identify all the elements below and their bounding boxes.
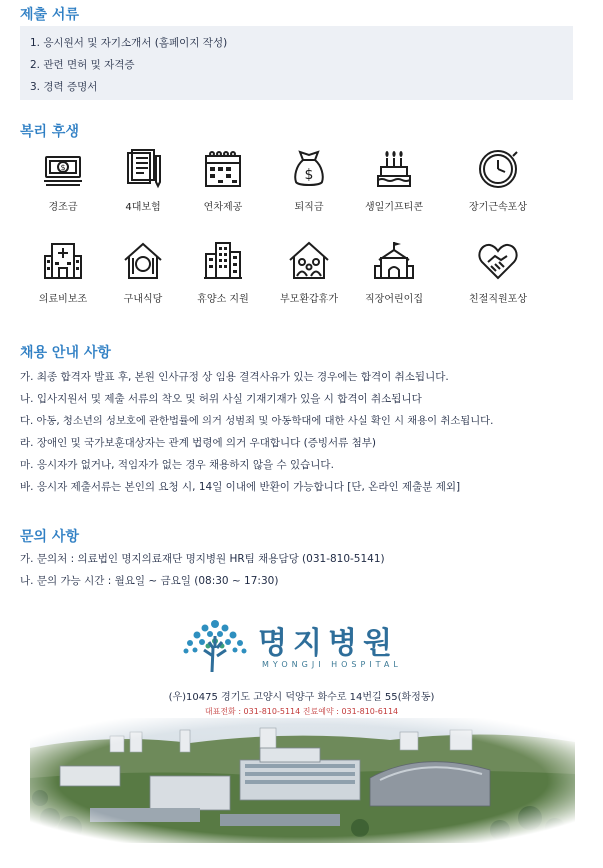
notice-item: 나. 입사지원서 및 제출 서류의 착오 및 허위 사실 기재기재가 있을 시 합격이 취소됩니다 bbox=[20, 393, 422, 405]
school-icon bbox=[373, 240, 415, 282]
family-home-icon bbox=[288, 240, 330, 282]
benefit-item bbox=[264, 148, 354, 213]
benefit-item bbox=[178, 240, 268, 305]
notice-item: 가. 최종 합격자 발표 후, 본원 인사규정 상 임용 결격사유가 있는 경우에는 합격이 취소됩니다. bbox=[20, 371, 449, 383]
logo-english-name: MYONGJI HOSPITAL bbox=[262, 660, 402, 669]
hospital-aerial-photo bbox=[30, 718, 575, 843]
money-icon bbox=[42, 148, 84, 190]
benefit-label: 직장어린이집 bbox=[365, 294, 423, 305]
document-pen-icon bbox=[122, 148, 164, 190]
section-title-notice: 채용 안내 사항 bbox=[20, 345, 111, 361]
benefit-label: 4대보험 bbox=[125, 202, 161, 213]
heart-handshake-icon bbox=[477, 240, 519, 282]
document-item: 3. 경력 증명서 bbox=[30, 81, 98, 93]
notice-item: 바. 응시자 제출서류는 본인의 요청 시, 14일 이내에 반환이 가능합니다 [단, 온라인 제출분 제외] bbox=[20, 481, 461, 493]
benefit-item bbox=[264, 240, 354, 305]
inquiry-item: 나. 문의 가능 시간 : 월요일 ~ 금요일 (08:30 ~ 17:30) bbox=[20, 575, 279, 587]
benefit-label: 의료비보조 bbox=[38, 294, 88, 305]
benefit-item bbox=[453, 148, 543, 213]
benefit-label: 생일기프티콘 bbox=[365, 202, 423, 213]
tree-logo-icon bbox=[180, 616, 250, 674]
document-item: 2. 관련 면허 및 자격증 bbox=[30, 59, 135, 71]
benefit-item bbox=[98, 148, 188, 213]
benefit-item bbox=[18, 240, 108, 305]
inquiry-item: 가. 문의처 : 의료법인 명지의료재단 명지병원 HR팀 채용담당 (031-810-5141) bbox=[20, 553, 385, 565]
benefit-item bbox=[18, 148, 108, 213]
notice-item: 라. 장애인 및 국가보훈대상자는 관계 법령에 의거 우대합니다 (증빙서류 첨부) bbox=[20, 437, 377, 449]
svg-text:$: $ bbox=[304, 167, 314, 183]
benefit-item bbox=[98, 240, 188, 305]
benefit-label: 퇴직금 bbox=[294, 202, 324, 213]
benefit-label: 장기근속포상 bbox=[469, 202, 527, 213]
section-title-documents: 제출 서류 bbox=[20, 7, 79, 23]
benefit-label: 친절직원포상 bbox=[469, 294, 527, 305]
benefit-item bbox=[349, 148, 439, 213]
benefit-label: 연차제공 bbox=[203, 202, 243, 213]
documents-box bbox=[20, 26, 573, 100]
notice-item: 다. 아동, 청소년의 성보호에 관한법률에 의거 성범죄 및 아동학대에 대한 사실 확인 시 채용이 취소됩니다. bbox=[20, 415, 494, 427]
section-title-inquiry: 문의 사항 bbox=[20, 529, 79, 545]
benefit-label: 구내식당 bbox=[123, 294, 163, 305]
notice-list bbox=[20, 366, 493, 498]
benefit-item bbox=[178, 148, 268, 213]
benefit-item bbox=[349, 240, 439, 305]
buildings-icon bbox=[202, 240, 244, 282]
logo-korean-name: 명지병원 bbox=[258, 626, 398, 661]
benefit-label: 휴양소 지원 bbox=[197, 294, 249, 305]
hospital-logo bbox=[180, 616, 440, 676]
money-bag-icon bbox=[288, 148, 330, 190]
inquiry-list bbox=[20, 548, 385, 592]
cafeteria-icon bbox=[122, 240, 164, 282]
svg-text:$: $ bbox=[60, 163, 66, 172]
address: (우)10475 경기도 고양시 덕양구 화수로 14번길 55(화정동) bbox=[168, 692, 435, 703]
benefit-item bbox=[453, 240, 543, 305]
benefit-label: 경조금 bbox=[48, 202, 78, 213]
section-title-benefits: 복리 후생 bbox=[20, 124, 79, 140]
benefit-label: 부모환갑휴가 bbox=[280, 294, 338, 305]
birthday-cake-icon bbox=[373, 148, 415, 190]
hospital-icon bbox=[42, 240, 84, 282]
calendar-icon bbox=[202, 148, 244, 190]
document-item: 1. 응시원서 및 자기소개서 (홈페이지 작성) bbox=[30, 37, 228, 49]
clock-icon bbox=[477, 148, 519, 190]
phone-numbers: 대표전화 : 031-810-5114 진료예약 : 031-810-6114 bbox=[204, 707, 399, 716]
notice-item: 마. 응시자가 없거나, 적임자가 없는 경우 채용하지 않을 수 있습니다. bbox=[20, 459, 334, 471]
